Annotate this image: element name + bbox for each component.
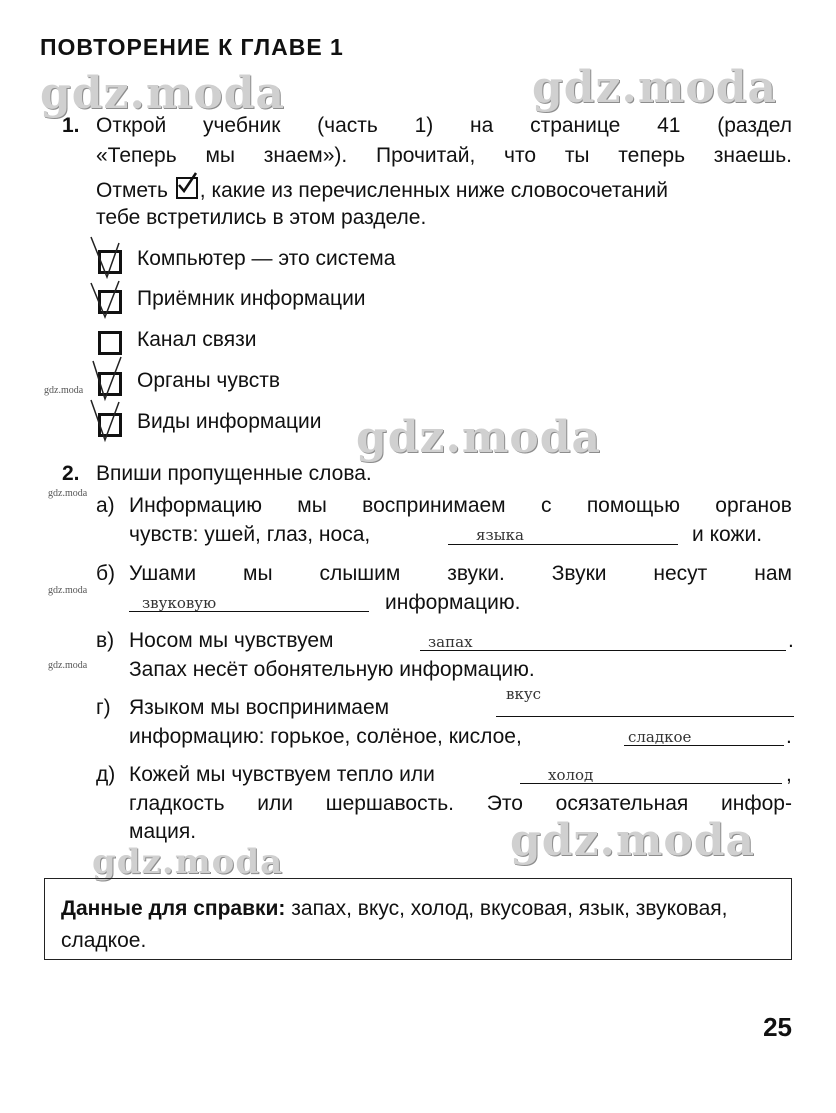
item-letter: а) <box>96 494 115 517</box>
checklist-item-label: Канал связи <box>137 328 257 351</box>
word: осязательная <box>555 792 689 815</box>
item-letter: в) <box>96 629 115 652</box>
word: Прочитай, <box>376 144 476 167</box>
task2b-line2-end: информацию. <box>385 591 521 614</box>
checklist-item-label: Компьютер — это система <box>137 247 396 270</box>
task2g-line1-text: Языком мы воспринимаем <box>129 696 390 719</box>
reference-box <box>44 878 792 960</box>
checkbox-checked[interactable] <box>98 372 122 396</box>
check-mark-icon <box>91 394 131 444</box>
answer-line <box>448 544 678 545</box>
word: (часть <box>317 114 378 137</box>
watermark: gdz.moda <box>48 488 88 499</box>
word: несут <box>653 562 708 585</box>
word: 1) <box>414 114 434 137</box>
word: или <box>257 792 294 815</box>
word: что <box>504 144 537 167</box>
word: воспринимаем <box>362 494 506 517</box>
task2d-line2 <box>129 792 792 816</box>
task2d-line1-text: Кожей мы чувствуем тепло или <box>129 763 435 786</box>
word: слышим <box>319 562 401 585</box>
task1-line1 <box>96 114 792 138</box>
task2g-line2-text: информацию: горькое, солёное, кислое, <box>129 725 522 748</box>
checkbox-empty[interactable] <box>98 331 122 355</box>
word: Ушами <box>129 562 197 585</box>
word: учебник <box>202 114 281 137</box>
word: (раздел <box>717 114 792 137</box>
word: теперь <box>618 144 686 167</box>
word: звуки. <box>447 562 505 585</box>
word: ты <box>564 144 590 167</box>
task2a-line2-end: и кожи. <box>692 523 763 546</box>
word: странице <box>530 114 621 137</box>
watermark: gdz.moda <box>48 585 88 596</box>
task-number: 1. <box>62 114 80 137</box>
word: Это <box>486 792 523 815</box>
word: органов <box>715 494 792 517</box>
task1-line2 <box>96 144 792 168</box>
handwritten-answer[interactable]: сладкое <box>628 728 692 746</box>
handwritten-answer[interactable]: звуковую <box>142 594 217 612</box>
checkbox-checked[interactable] <box>98 290 122 314</box>
punctuation: . <box>788 629 794 652</box>
word: нам <box>754 562 792 585</box>
word: мы <box>205 144 235 167</box>
watermark: gdz.moda <box>44 385 84 396</box>
answer-line <box>496 716 794 717</box>
task2a-line1 <box>129 494 792 518</box>
item-letter: г) <box>96 696 111 719</box>
task2d-line3: мация. <box>129 820 197 843</box>
word: 41 <box>657 114 681 137</box>
word: знаешь. <box>713 144 792 167</box>
watermark: gdz.moda <box>356 412 602 463</box>
checklist-item-label: Приёмник информации <box>137 287 366 310</box>
word: Открой <box>96 114 167 137</box>
word: помощью <box>586 494 680 517</box>
word: инфор- <box>721 792 792 815</box>
checkbox-checked[interactable] <box>98 413 122 437</box>
task-number: 2. <box>62 462 80 485</box>
task2-heading: Впиши пропущенные слова. <box>96 462 372 485</box>
word: «Теперь <box>96 144 177 167</box>
handwritten-answer[interactable]: холод <box>548 766 594 784</box>
word: гладкость <box>129 792 225 815</box>
task2v-line1-text: Носом мы чувствуем <box>129 629 334 652</box>
handwritten-answer[interactable]: вкус <box>506 685 542 703</box>
watermark: gdz.moda <box>92 842 284 882</box>
reference-text: запах, вкус, холод, вкусовая, язык, звуковая, сладкое. <box>61 897 728 952</box>
word: с <box>540 494 552 517</box>
answer-line <box>420 650 786 651</box>
word: Звуки <box>551 562 607 585</box>
word: мы <box>243 562 273 585</box>
task1-line3: Отметь , какие из перечисленных ниже словосочетаний <box>96 177 668 203</box>
reference-label: Данные для справки: <box>61 897 286 920</box>
handwritten-answer[interactable]: запах <box>428 633 473 651</box>
task2b-line1 <box>129 562 792 586</box>
task1-line4: тебе встретились в этом разделе. <box>96 206 427 229</box>
checklist-item-label: Виды информации <box>137 410 322 433</box>
word: мы <box>297 494 327 517</box>
handwritten-answer[interactable]: языка <box>476 526 524 544</box>
checkmark-box-icon <box>176 177 198 199</box>
word: знаем»). <box>263 144 348 167</box>
page-title: ПОВТОРЕНИЕ К ГЛАВЕ 1 <box>40 34 344 60</box>
watermark: gdz.moda <box>48 660 88 671</box>
watermark: gdz.moda <box>532 62 778 113</box>
item-letter: д) <box>96 763 116 786</box>
word: Информацию <box>129 494 262 517</box>
punctuation: . <box>786 725 792 748</box>
word: на <box>470 114 494 137</box>
watermark: gdz.moda <box>510 815 756 866</box>
item-letter: б) <box>96 562 116 585</box>
page-number: 25 <box>763 1012 792 1042</box>
word: шершавость. <box>325 792 454 815</box>
task2a-line2-text: чувств: ушей, глаз, носа, <box>129 523 371 546</box>
task2v-line2: Запах несёт обонятельную информацию. <box>129 658 535 681</box>
checklist-item-label: Органы чувств <box>137 369 281 392</box>
punctuation: , <box>786 763 792 786</box>
watermark: gdz.moda <box>40 68 286 119</box>
check-mark-icon <box>91 271 131 321</box>
